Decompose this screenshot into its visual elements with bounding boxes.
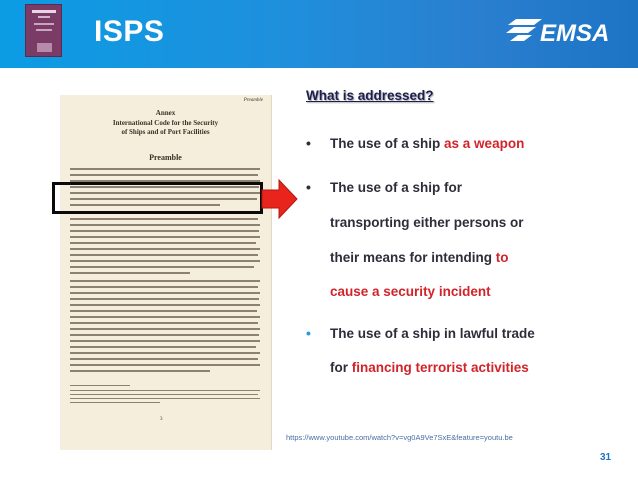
bullet-3-line-2-plain: for	[330, 360, 352, 375]
bullet-3-line-2	[330, 360, 529, 375]
bullet-2-line-1: The use of a ship for	[330, 180, 463, 195]
slide-number: 31	[600, 452, 612, 463]
bullet-1-marker: •	[306, 135, 311, 151]
bullet-1-plain: The use of a ship	[330, 136, 445, 151]
emsa-logo	[506, 15, 626, 47]
red-arrow-icon	[261, 178, 299, 220]
video-link[interactable]: https://www.youtube.com/watch?v=vg0A9Ve7SxE&feature=youtu.be	[286, 433, 513, 442]
header-bar	[0, 0, 638, 68]
bullet-2-line-3-emphasis: to	[495, 250, 509, 265]
preamble-heading: Preamble	[149, 153, 182, 162]
bullet-2-line-4: cause a security incident	[330, 284, 491, 299]
highlight-box	[52, 182, 263, 214]
isps-code-preamble-page	[60, 95, 272, 450]
code-title-line-2: of Ships and of Port Facilities	[121, 128, 210, 136]
bullet-3-line-1: The use of a ship in lawful trade	[330, 326, 535, 341]
bullet-1-emphasis: as a weapon	[444, 136, 525, 151]
bullet-3-line-2-emphasis: financing terrorist activities	[351, 360, 529, 375]
annex-label: Annex	[155, 109, 176, 117]
code-title-line-1: International Code for the Security	[112, 119, 219, 127]
bullet-2-marker: •	[306, 179, 311, 195]
bullet-2-line-3	[330, 250, 509, 265]
slide-title: ISPS	[94, 15, 165, 48]
bullet-1-text	[330, 136, 524, 151]
running-head: Preamble	[243, 98, 263, 103]
section-heading: What is addressed?	[306, 88, 434, 103]
bullet-2-line-2: transporting either persons or	[330, 215, 524, 230]
isps-code-cover-thumbnail	[25, 4, 62, 57]
logo-text: EMSA	[540, 20, 610, 47]
document-page-number: 3	[160, 417, 163, 422]
bullet-2-line-3-plain: their means for intending	[330, 250, 496, 265]
bullet-3-marker: •	[306, 325, 311, 341]
